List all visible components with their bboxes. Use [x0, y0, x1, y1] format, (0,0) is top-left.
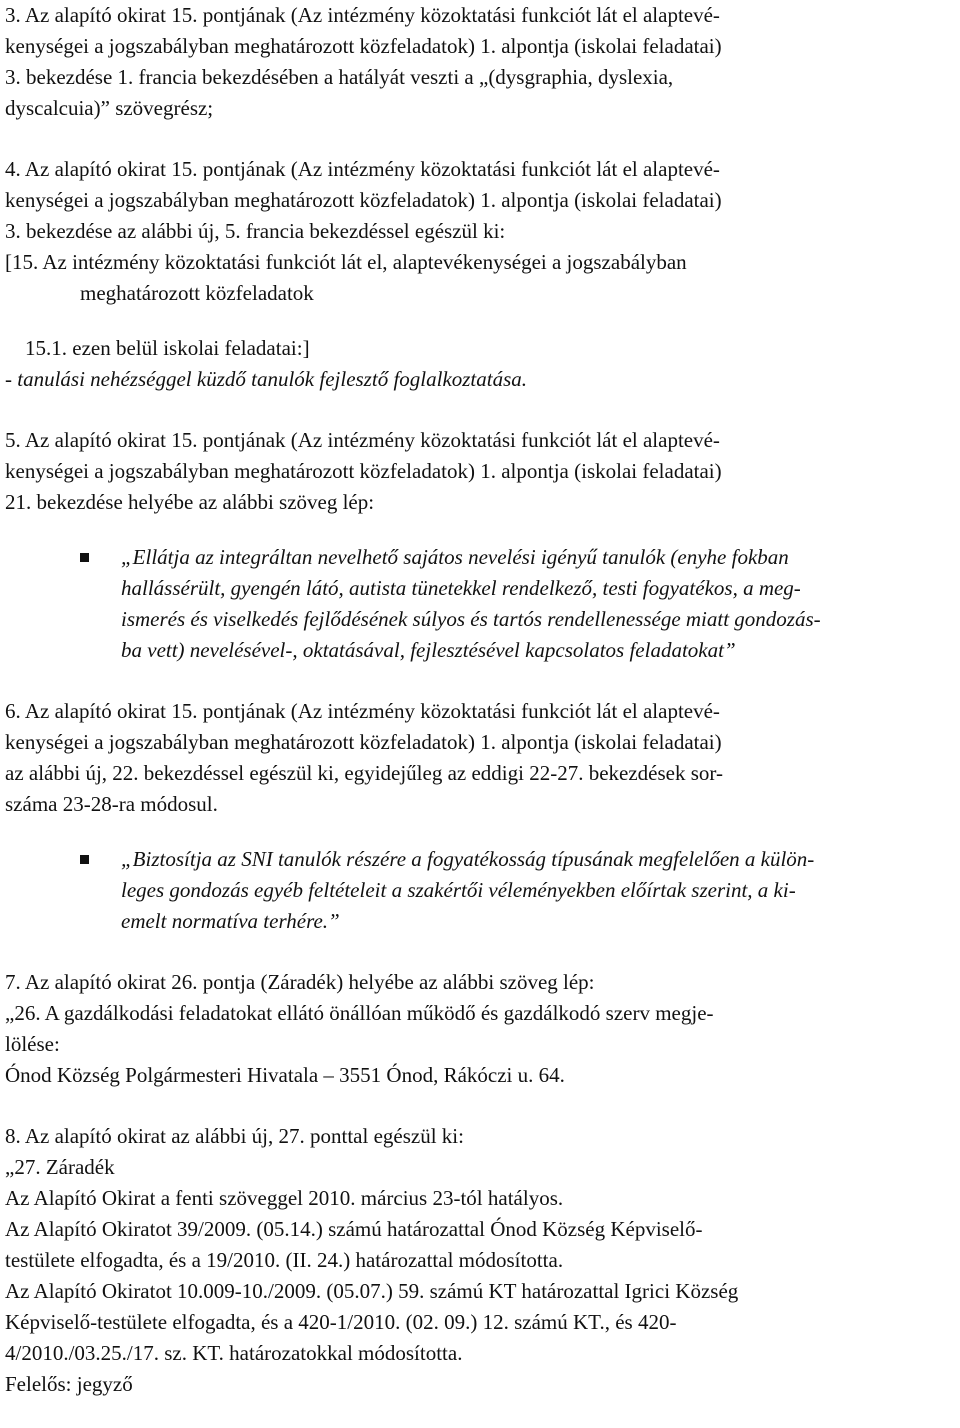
section-5 [5, 425, 955, 666]
section-5-line-2: kenységei a jogszabályban meghatározott közfeladatok) 1. alpontja (iskolai feladatai) [5, 459, 722, 483]
square-bullet-icon [80, 553, 89, 562]
section-8-line-4: Az Alapító Okiratot 39/2009. (05.14.) számú határozattal Ónod Község Képviselő- [5, 1217, 703, 1241]
document-page [5, 0, 955, 1400]
section-4-line-3: 3. bekezdése az alábbi új, 5. francia bekezdéssel egészül ki: [5, 219, 506, 243]
section-6-line-1: 6. Az alapító okirat 15. pontjának (Az intézmény közoktatási funkciót lát el alaptevé- [5, 699, 720, 723]
section-6-line-4: száma 23-28-ra módosul. [5, 792, 218, 816]
section-3-line-1: 3. Az alapító okirat 15. pontjának (Az intézmény közoktatási funkciót lát el alaptevé- [5, 3, 720, 27]
section-5-line-1: 5. Az alapító okirat 15. pontjának (Az intézmény közoktatási funkciót lát el alaptevé- [5, 428, 720, 452]
spacer [5, 309, 955, 333]
section-8-line-3: Az Alapító Okirat a fenti szöveggel 2010. március 23-tól hatályos. [5, 1186, 564, 1210]
spacer [5, 820, 955, 844]
bullet-quote-1-line-4: ba vett) nevelésével-, oktatásával, fejlesztésével kapcsolatos feladatokat” [121, 638, 736, 662]
bullet-quote-1 [5, 542, 955, 666]
section-7-line-2: „26. A gazdálkodási feladatokat ellátó önállóan működő és gazdálkodó szerv megje- [5, 1001, 714, 1025]
section-7 [5, 967, 955, 1091]
bullet-quote-1-line-2: hallássérült, gyengén látó, autista tünetekkel rendelkező, testi fogyatékos, a meg- [121, 576, 801, 600]
bullet-quote-1-line-1: „Ellátja az integráltan nevelhető sajátos nevelési igényű tanulók (enyhe fokban [121, 545, 789, 569]
section-3-line-4: dyscalcuia)” szövegrész; [5, 96, 214, 120]
section-8-line-8: 4/2010./03.25./17. sz. KT. határozatokkal módosította. [5, 1341, 463, 1365]
section-8 [5, 1121, 955, 1400]
section-7-line-3: lölése: [5, 1032, 60, 1056]
section-4-line-2: kenységei a jogszabályban meghatározott közfeladatok) 1. alpontja (iskolai feladatai) [5, 188, 722, 212]
section-8-line-7: Képviselő-testülete elfogadta, és a 420-1/2010. (02. 09.) 12. számú KT., és 420- [5, 1310, 677, 1334]
spacer [5, 124, 955, 154]
bullet-quote-2-line-3: emelt normatíva terhére.” [121, 909, 340, 933]
quoted-heading-line-2: meghatározott közfeladatok [80, 281, 314, 305]
section-6-line-3: az alábbi új, 22. bekezdéssel egészül ki, egyidejűleg az eddigi 22-27. bekezdések sor- [5, 761, 723, 785]
section-8-line-2: „27. Záradék [5, 1155, 115, 1179]
section-3 [5, 0, 955, 124]
section-7-line-4: Ónod Község Polgármesteri Hivatala – 3551 Ónod, Rákóczi u. 64. [5, 1063, 565, 1087]
spacer [5, 518, 955, 542]
section-6 [5, 696, 955, 937]
section-4 [5, 154, 955, 395]
section-8-line-6: Az Alapító Okiratot 10.009-10./2009. (05.07.) 59. számú KT határozattal Igrici Község [5, 1279, 739, 1303]
spacer [5, 937, 955, 967]
section-6-line-2: kenységei a jogszabályban meghatározott közfeladatok) 1. alpontja (iskolai feladatai) [5, 730, 722, 754]
bullet-quote-1-line-3: ismerés és viselkedés fejlődésének súlyos és tartós rendellenessége miatt gondozás- [121, 607, 821, 631]
bullet-quote-2-line-1: „Biztosítja az SNI tanulók részére a fogyatékosság típusának megfelelően a külön- [121, 847, 815, 871]
spacer [5, 395, 955, 425]
section-3-line-3: 3. bekezdése 1. francia bekezdésében a hatályát veszti a „(dysgraphia, dyslexia, [5, 65, 674, 89]
italic-inserted-line: - tanulási nehézséggel küzdő tanulók fejlesztő foglalkoztatása. [5, 367, 528, 391]
sub-point-line: 15.1. ezen belül iskolai feladatai:] [25, 336, 310, 360]
spacer [5, 1091, 955, 1121]
bullet-quote-2-line-2: leges gondozás egyéb feltételeit a szakértői véleményekben előírtak szerint, a ki- [121, 878, 796, 902]
section-5-line-3: 21. bekezdése helyébe az alábbi szöveg lép: [5, 490, 375, 514]
section-8-line-1: 8. Az alapító okirat az alábbi új, 27. ponttal egészül ki: [5, 1124, 464, 1148]
section-4-line-1: 4. Az alapító okirat 15. pontjának (Az intézmény közoktatási funkciót lát el alaptevé- [5, 157, 720, 181]
section-8-line-5: testülete elfogadta, és a 19/2010. (II. 24.) határozattal módosította. [5, 1248, 564, 1272]
section-7-line-1: 7. Az alapító okirat 26. pontja (Záradék) helyébe az alábbi szöveg lép: [5, 970, 595, 994]
section-8-line-9: Felelős: jegyző [5, 1372, 133, 1396]
bullet-quote-2 [5, 844, 955, 937]
square-bullet-icon [80, 855, 89, 864]
quoted-heading-line-1: [15. Az intézmény közoktatási funkciót lát el, alaptevékenységei a jogszabályban [5, 250, 687, 274]
spacer [5, 666, 955, 696]
section-3-line-2: kenységei a jogszabályban meghatározott közfeladatok) 1. alpontja (iskolai feladatai) [5, 34, 722, 58]
